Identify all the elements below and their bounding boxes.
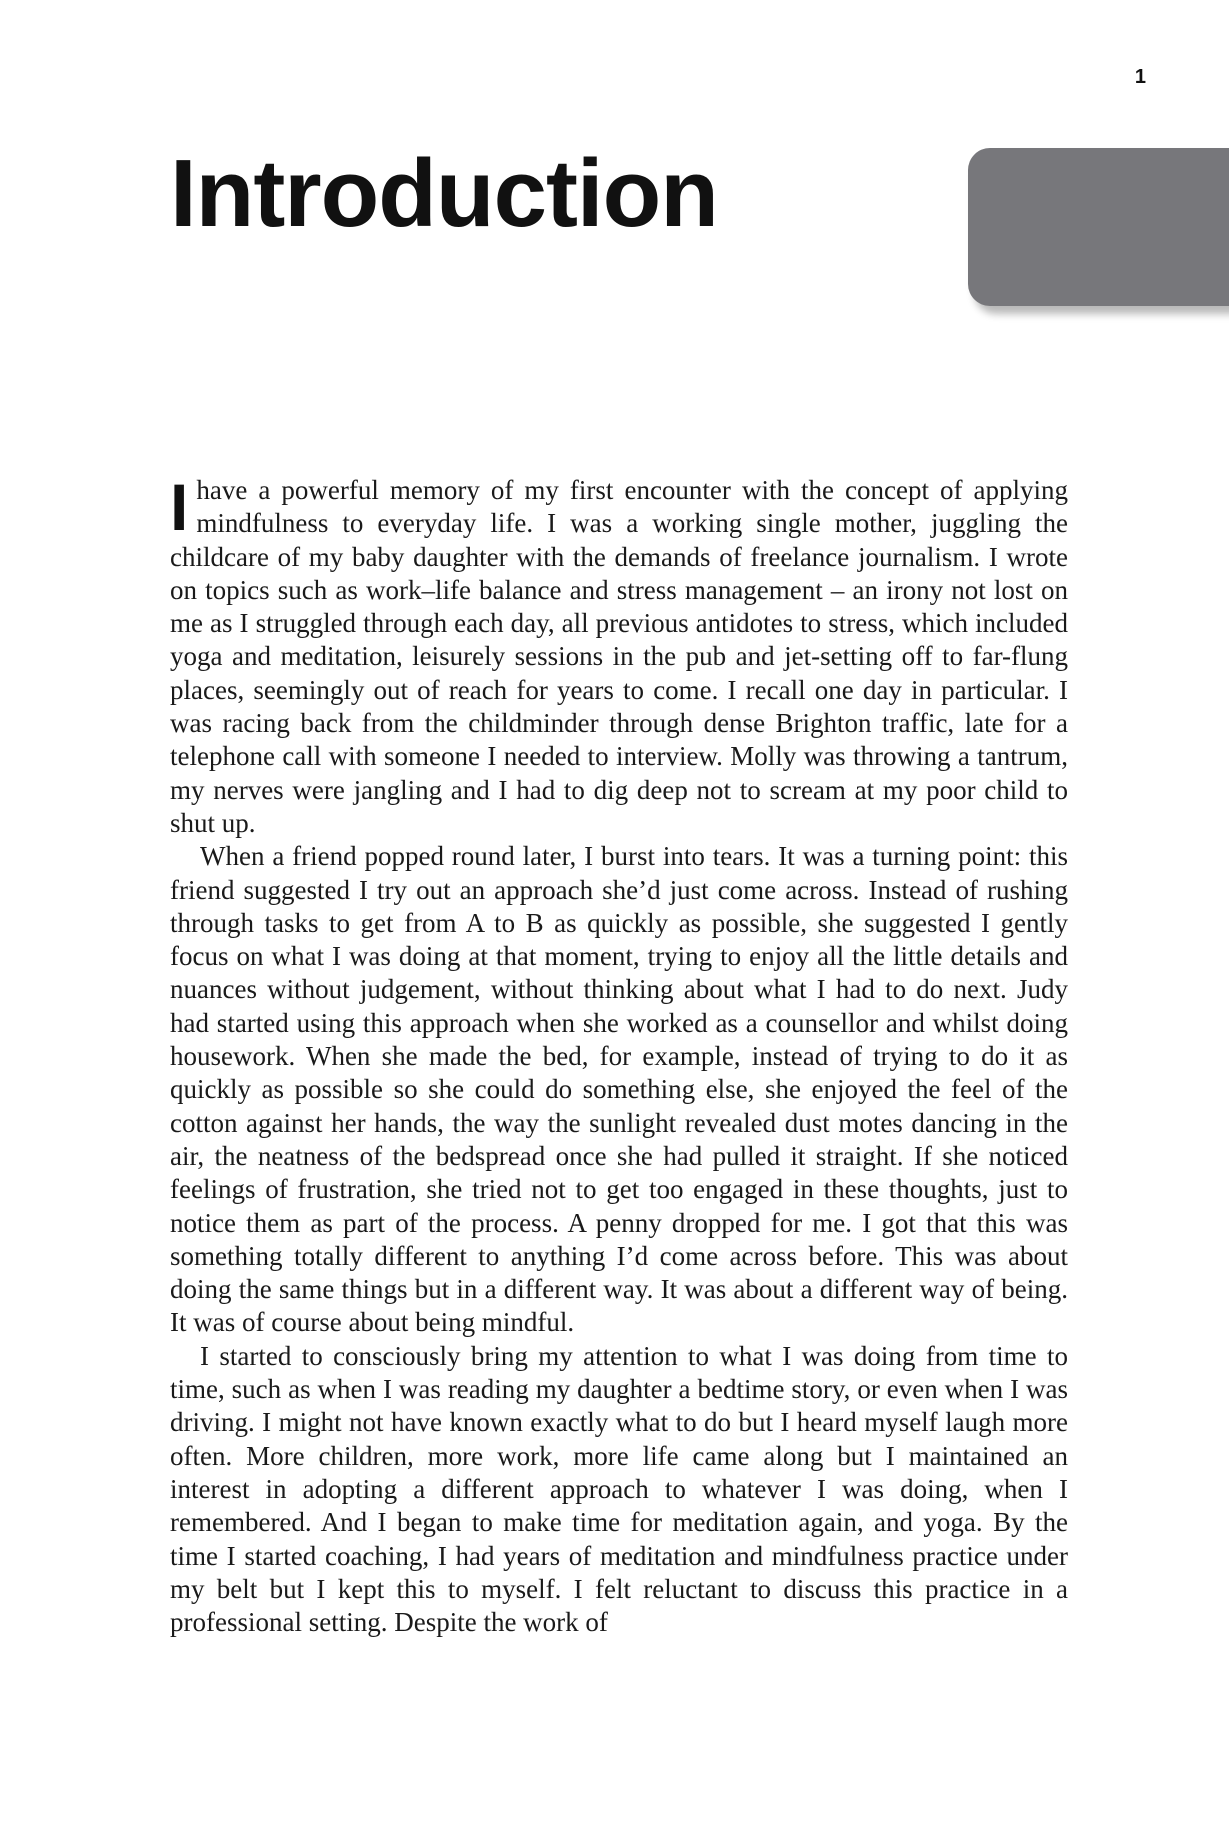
paragraph-3: I started to consciously bring my attention to what I was doing from time to time, such as when I was reading my daughter a bedtime story, or even when I was driving. I might not have known exactly what to do but I heard myself laugh more often. More children, more work, more life came along but I maintained an interest in adopting a different approach to whatever I was doing, when I remembered. And I began to make time for meditation again, and yoga. By the time I started coaching, I had years of meditation and mindfulness practice under my belt but I kept this to myself. I felt reluctant to discuss this practice in a professional setting. Despite the work of [170,1340,1068,1638]
paragraph-2: When a friend popped round later, I burst into tears. It was a turning point: this friend suggested I try out an approach she’d just come across. Instead of rushing through tasks to get from A to B as quickly as possible, she suggested I gently focus on what I was doing at that moment, trying to enjoy all the little details and nuances without judgement, without thinking about what I had to do next. Judy had started using this approach when she worked as a counsellor and whilst doing housework. When she made the bed, for example, instead of trying to do it as quickly as possible so she could do something else, she enjoyed the feel of the cotton against her hands, the way the sunlight revealed dust motes dancing in the air, the neatness of the bedspread once she had pulled it straight. If she noticed feelings of frustration, she tried not to get too engaged in these thoughts, just to notice them as part of the process. A penny dropped for me. I got that this was something totally different to anything I’d come across before. This was about doing the same things but in a different way. It was about a different way of being. It was of course about being mindful. [170,841,1068,1338]
page-number: 1 [1134,66,1146,88]
chapter-title: Introduction [170,140,718,247]
chapter-tab [968,148,1229,306]
paragraph-1-text: have a powerful memory of my first encounter with the concept of applying mindfulness to everyday life. I was a working single mother, juggling the childcare of my baby daughter with the demands of freelance journalism. I wrote on topics such as work–life balance and stress management – an irony not lost on me as I struggled through each day, all previous antidotes to stress, which included yoga and meditation, leisurely sessions in the pub and jet-setting off to far-flung places, seemingly out of reach for years to come. I recall one day in particular. I was racing back from the childminder through dense Brighton traffic, late for a telephone call with someone I needed to interview. Molly was throwing a tantrum, my nerves were jangling and I had to dig deep not to scream at my poor child to shut up. [170,475,1068,838]
drop-cap: I [170,470,189,544]
body-text [170,470,1068,1639]
paragraph-1 [170,470,1068,840]
